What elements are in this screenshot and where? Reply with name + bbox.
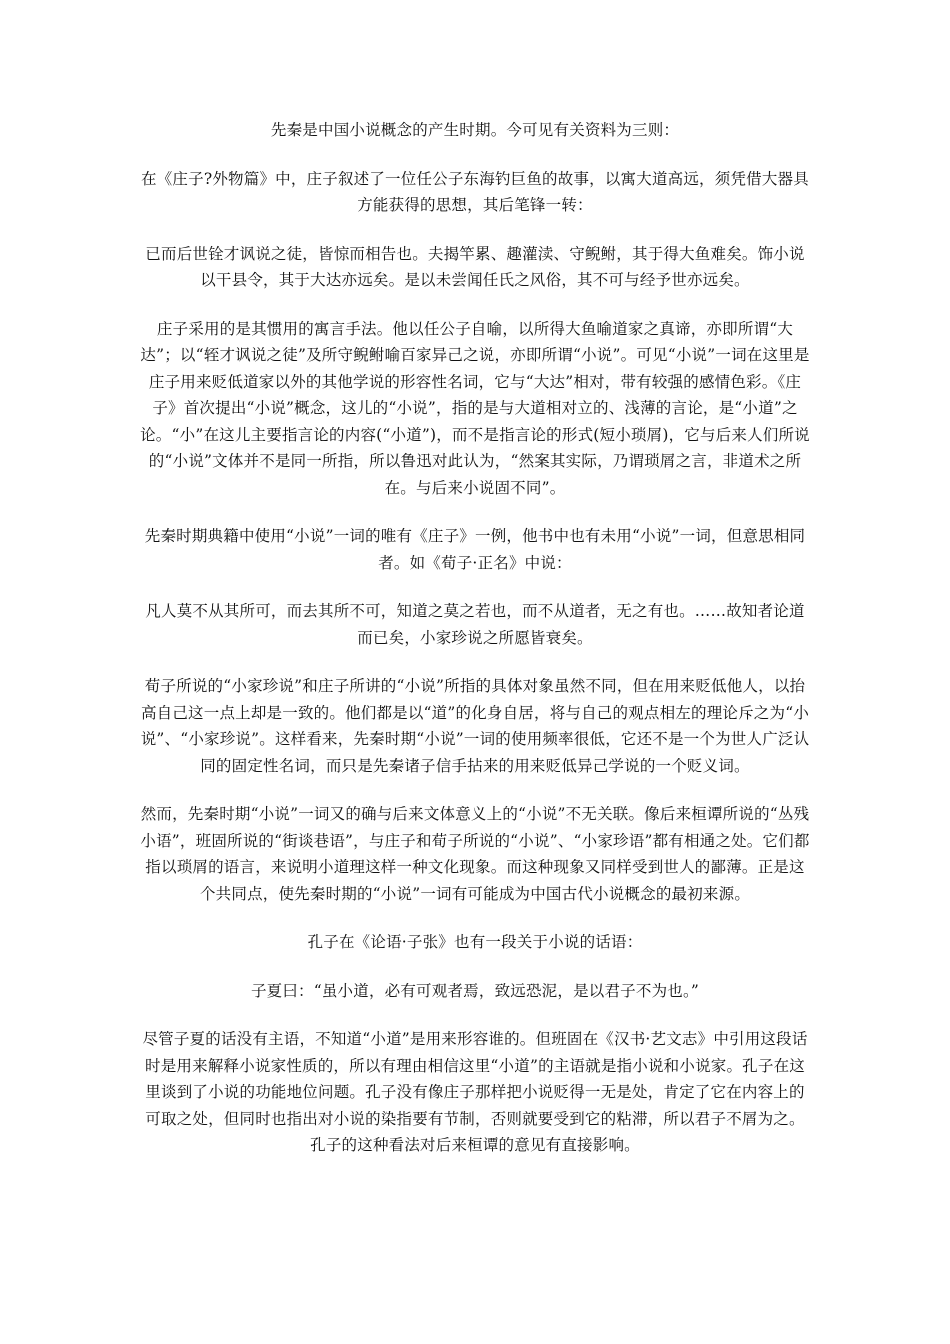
zhuangzi-analysis-paragraph: 庄子采用的是其惯用的寓言手法。他以任公子自喻，以所得大鱼喻道家之真谛，亦即所谓“大达”；以“轾才讽说之徒”及所守鲵鲋喻百家异己之说，亦即所谓“小说”。可见“小说”一词在这里是庄子用来贬低道家以外的其他学说的形容性名词，它与“大达”相对，带有较强的感情色彩。《庄子》首次提出“小说”概念，这儿的“小说”，指的是与大道相对立的、浅薄的言论，是“小道”之论。“小”在这儿主要指言论的内容(“小道”)，而不是指言论的形式(短小琐屑)，它与后来人们所说的“小说”文体并不是同一所指，所以鲁迅对此认为，“然案其实际，乃谓琐屑之言，非道术之所在。与后来小说固不同”。 bbox=[140, 319, 810, 497]
zixia-quote-paragraph: 子夏曰：“虽小道，必有可观者焉，致远恐泥，是以君子不为也。” bbox=[250, 981, 700, 1000]
confucius-analysis-paragraph: 尽管子夏的话没有主语，不知道“小道”是用来形容谁的。但班固在《汉书·艺文志》中引用这段话时是用来解释小说家性质的，所以有理由相信这里“小道”的主语就是指小说和小说家。孔子在这里谈到了小说的功能地位问题。孔子没有像庄子那样把小说贬得一无是处，肯定了它在内容上的可取之处，但同时也指出对小说的染指要有节制，否则就要受到它的粘滞，所以君子不屑为之。孔子的这种看法对后来桓谭的意见有直接影响。 bbox=[142, 1030, 808, 1154]
zhuangzi-context-paragraph: 在《庄子?外物篇》中，庄子叙述了一位任公子东海钓巨鱼的故事，以寓大道高远，须凭借大器具方能获得的思想，其后笔锋一转： bbox=[141, 169, 809, 214]
confucius-context-paragraph: 孔子在《论语·子张》也有一段关于小说的话语： bbox=[307, 933, 643, 951]
intro-paragraph: 先秦是中国小说概念的产生时期。今可见有关资料为三则： bbox=[270, 121, 680, 139]
zhuangzi-quote-paragraph: 已而后世铨才讽说之徒，皆惊而相告也。夫揭竿累、趣灌渎、守鲵鲋，其于得大鱼难矣。饰小说以干县令，其于大达亦远矣。是以未尝闻任氏之风俗，其不可与经予世亦远矣。 bbox=[145, 244, 805, 289]
xunzi-context-paragraph: 先秦时期典籍中使用“小说”一词的唯有《庄子》一例，他书中也有未用“小说”一词，但意思相同者。如《荀子·正名》中说： bbox=[144, 527, 806, 572]
xunzi-quote-paragraph: 凡人莫不从其所可，而去其所不可，知道之莫之若也，而不从道者，无之有也。……故知者论道而已矣，小家珍说之所愿皆衰矣。 bbox=[145, 602, 805, 647]
xunzi-analysis-paragraph: 荀子所说的“小家珍说”和庄子所讲的“小说”所指的具体对象虽然不同，但在用来贬低他人，以抬高自己这一点上却是一致的。他们都是以“道”的化身自居，将与自己的观点相左的理论斥之为“小说”、“小家珍说”。这样看来，先秦时期“小说”一词的使用频率很低，它还不是一个为世人广泛认同的固定性名词，而只是先秦诸子信手拈来的用来贬低异己学说的一个贬义词。 bbox=[140, 677, 810, 775]
connection-paragraph: 然而，先秦时期“小说”一词又的确与后来文体意义上的“小说”不无关联。像后来桓谭所说的“丛残小语”，班固所说的“街谈巷语”，与庄子和荀子所说的“小说”、“小家珍语”都有相通之处。它们都指以琐屑的语言，来说明小道理这样一种文化现象。而这种现象又同样受到世人的鄙薄。正是这个共同点，使先秦时期的“小说”一词有可能成为中国古代小说概念的最初来源。 bbox=[140, 805, 810, 903]
document-body bbox=[140, 117, 810, 1181]
